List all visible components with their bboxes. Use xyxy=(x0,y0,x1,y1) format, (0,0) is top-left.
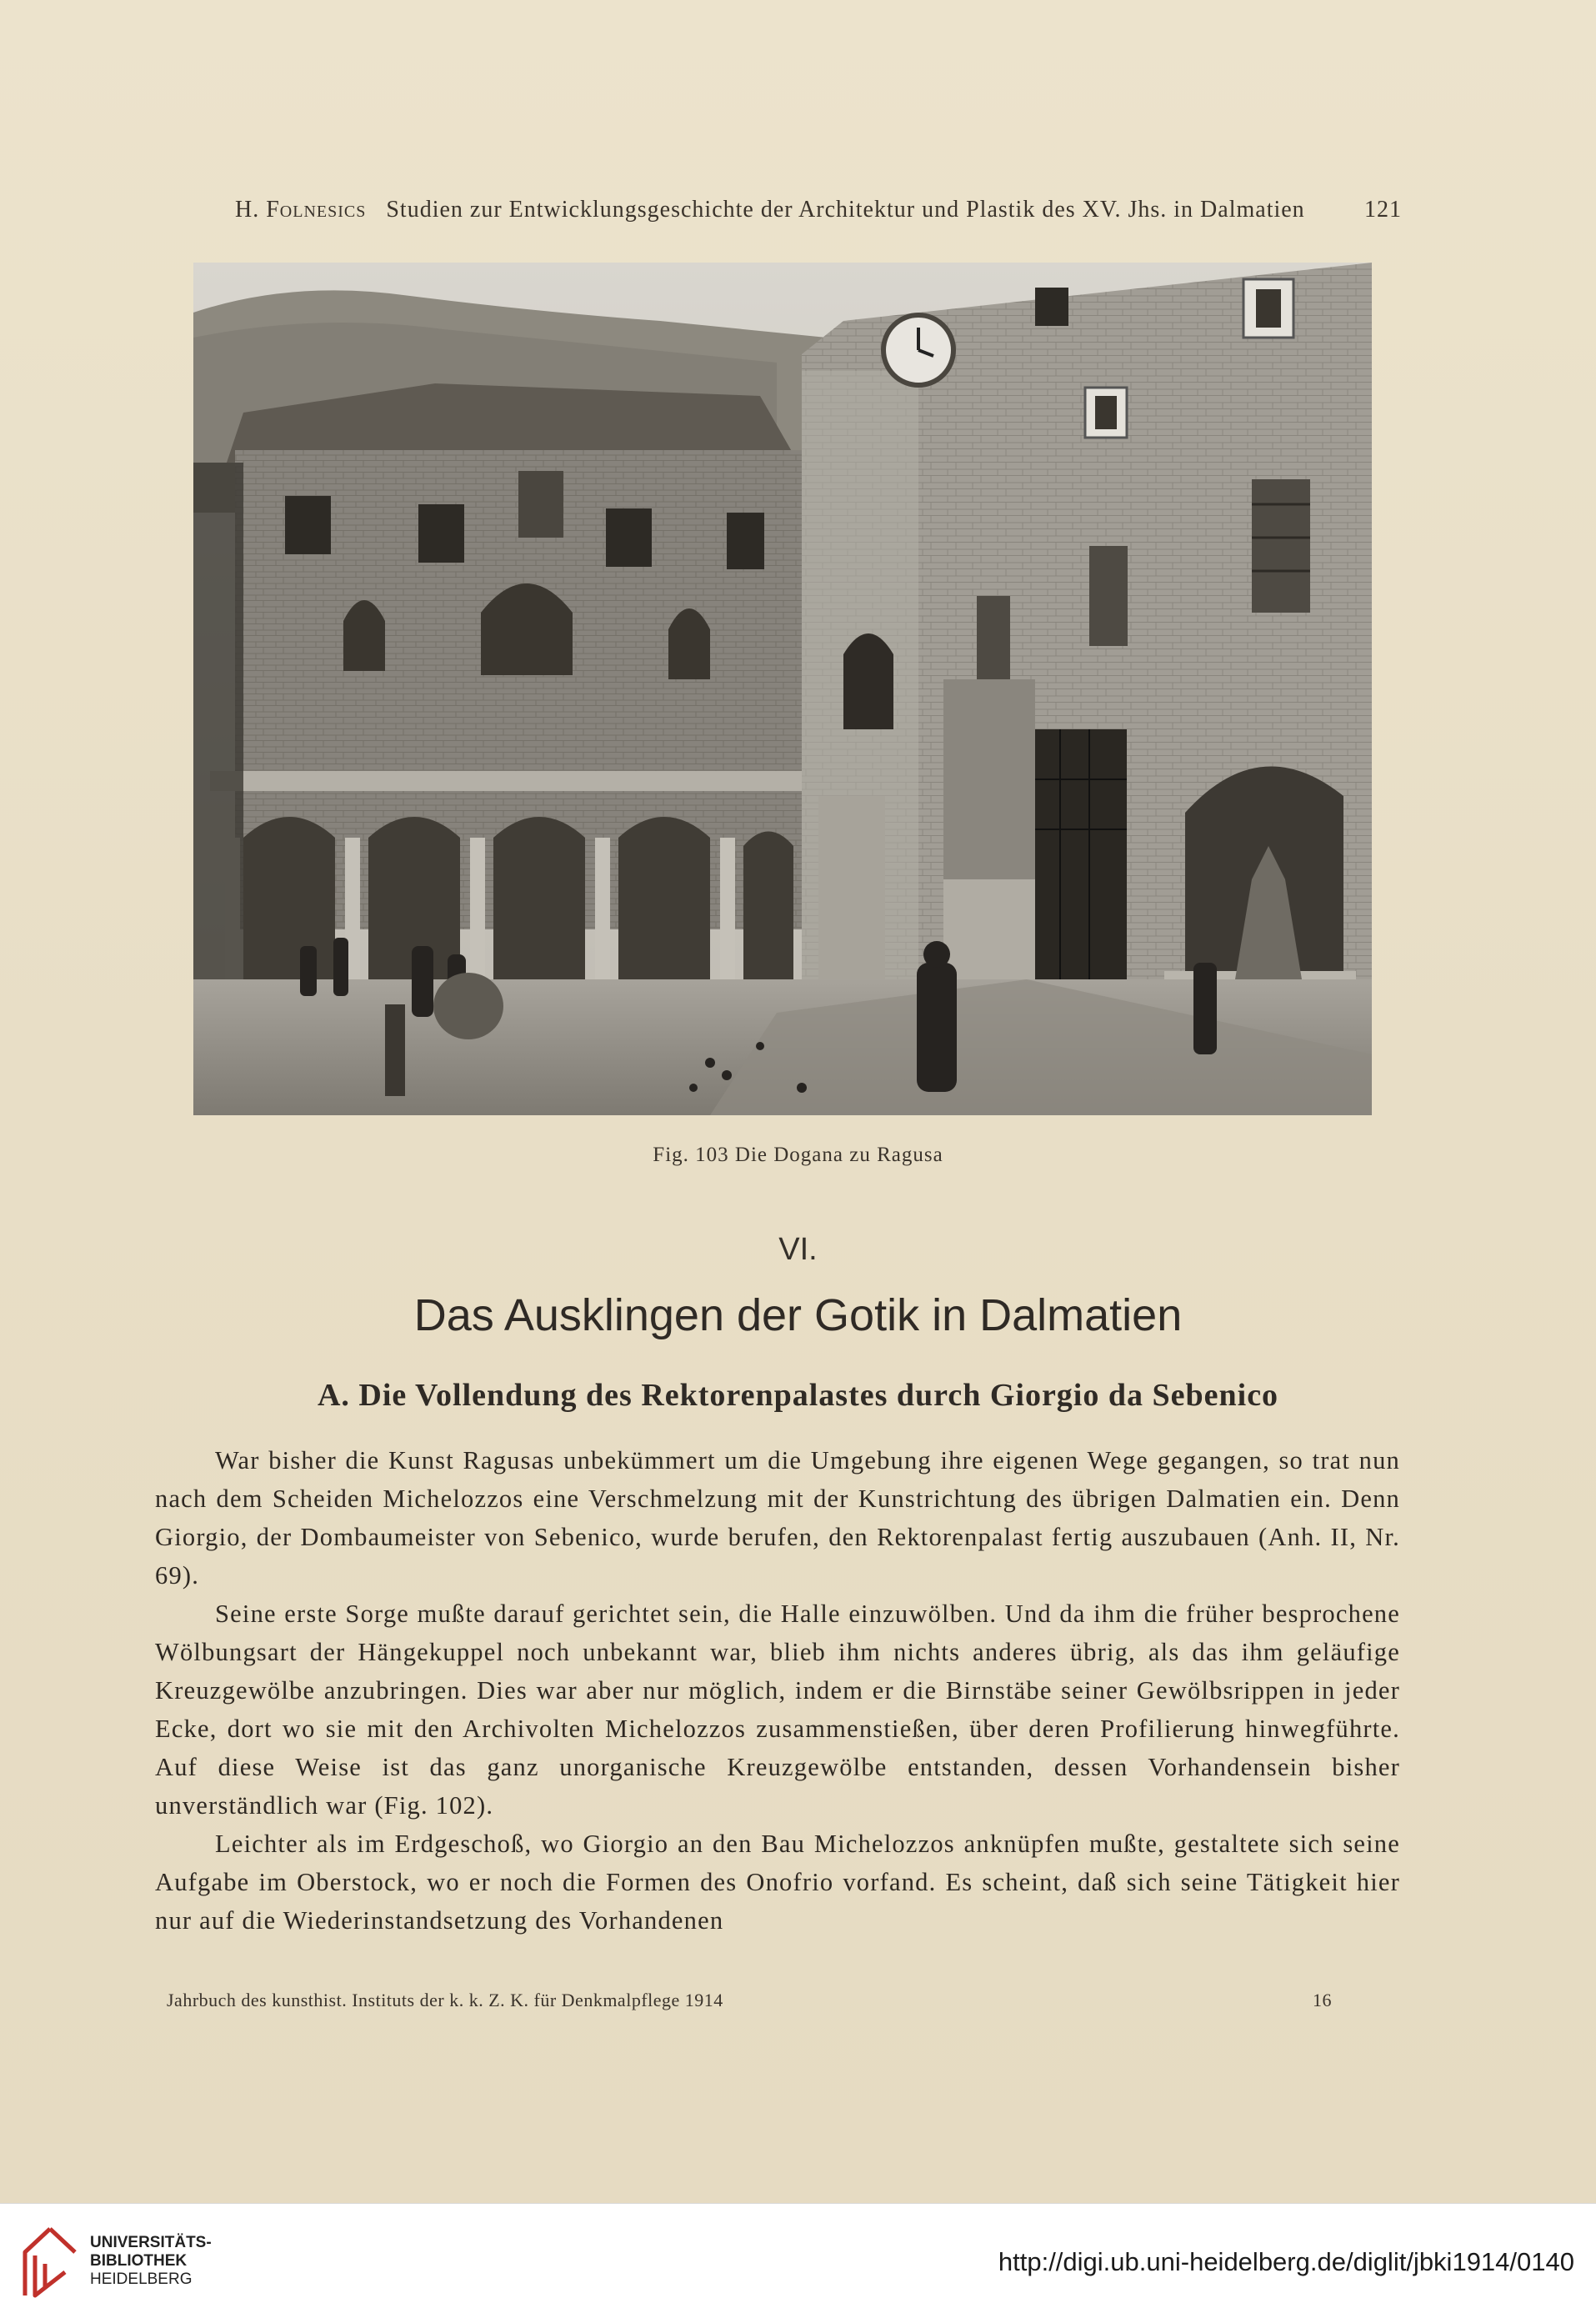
library-name-line-3: HEIDELBERG xyxy=(90,2270,193,2288)
running-head xyxy=(235,197,1402,223)
page-number: 121 xyxy=(1364,197,1402,223)
subsection-title: A. Die Vollendung des Rektorenpalastes durch Giorgio da Sebenico xyxy=(317,1378,1279,1413)
figure-photograph xyxy=(193,263,1372,1115)
page-footer xyxy=(167,1990,1332,2011)
running-head-title: Studien zur Entwicklungsgeschichte der Architektur und Plastik des XV. Jhs. in Dalmatien xyxy=(386,197,1305,223)
library-name xyxy=(90,2234,212,2289)
library-banner xyxy=(0,2203,1596,2318)
paragraph-3: Leichter als im Erdgeschoß, wo Giorgio an den Bau Michelozzos anknüpfen mußte, gestaltete sich seine Aufgabe im Oberstock, wo er noch die Formen des Onofrio vorfand. Es scheint, daß sich seine Tätigkeit hier nur auf die Wiederinstandsetzung des Vorhandenen xyxy=(155,1830,1400,1935)
dogana-photo-illustration xyxy=(193,263,1372,1115)
journal-line: Jahrbuch des kunsthist. Instituts der k. k. Z. K. für Denkmalpflege 1914 xyxy=(167,1990,723,2010)
paragraph-2: Seine erste Sorge mußte darauf gerichtet sein, die Halle einzuwölben. Und da ihm die früher besprochene Wölbungsart der Hängekuppel noch unbekannt war, blieb ihm nichts anderes übrig, als das ihm geläufige Kreuzgewölbe anzubringen. Dies war aber nur möglich, indem er die Birnstäbe seiner Gewölbsrippen in jeder Ecke, dort wo sie mit den Archivolten Michelozzos zusammenstießen, über deren Profilierung hinwegführte. Auf diese Weise ist das ganz unorganische Kreuzgewölbe entstanden, dessen Vorhandensein bisher unverständlich war (Fig. 102). xyxy=(155,1600,1400,1820)
running-head-author: H. Folnesics xyxy=(235,197,367,223)
paragraph-1: War bisher die Kunst Ragusas unbekümmert um die Umgebung ihre eigenen Wege gegangen, so trat nun nach dem Scheiden Michelozzos eine Verschmelzung mit der Kunstrichtung des übrigen Dalmatien ein. Denn Giorgio, der Dombaumeister von Sebenico, wurde berufen, den Rektorenpalast fertig auszubauen (Anh. II, Nr. 69). xyxy=(155,1446,1400,1590)
body-text xyxy=(155,1441,1400,1940)
library-name-line-2: BIBLIOTHEK xyxy=(90,2252,188,2270)
figure-caption: Fig. 103 Die Dogana zu Ragusa xyxy=(653,1144,943,1166)
chapter-title: Das Ausklingen der Gotik in Dalmatien xyxy=(413,1290,1183,1340)
library-name-line-1: UNIVERSITÄTS- xyxy=(90,2234,212,2251)
library-logo-icon[interactable] xyxy=(17,2222,83,2302)
sheet-signature: 16 xyxy=(1313,1990,1332,2010)
section-number: VI. xyxy=(778,1232,818,1267)
permalink-url[interactable]: http://digi.ub.uni-heidelberg.de/diglit/jbki1914/0140 xyxy=(998,2247,1574,2276)
